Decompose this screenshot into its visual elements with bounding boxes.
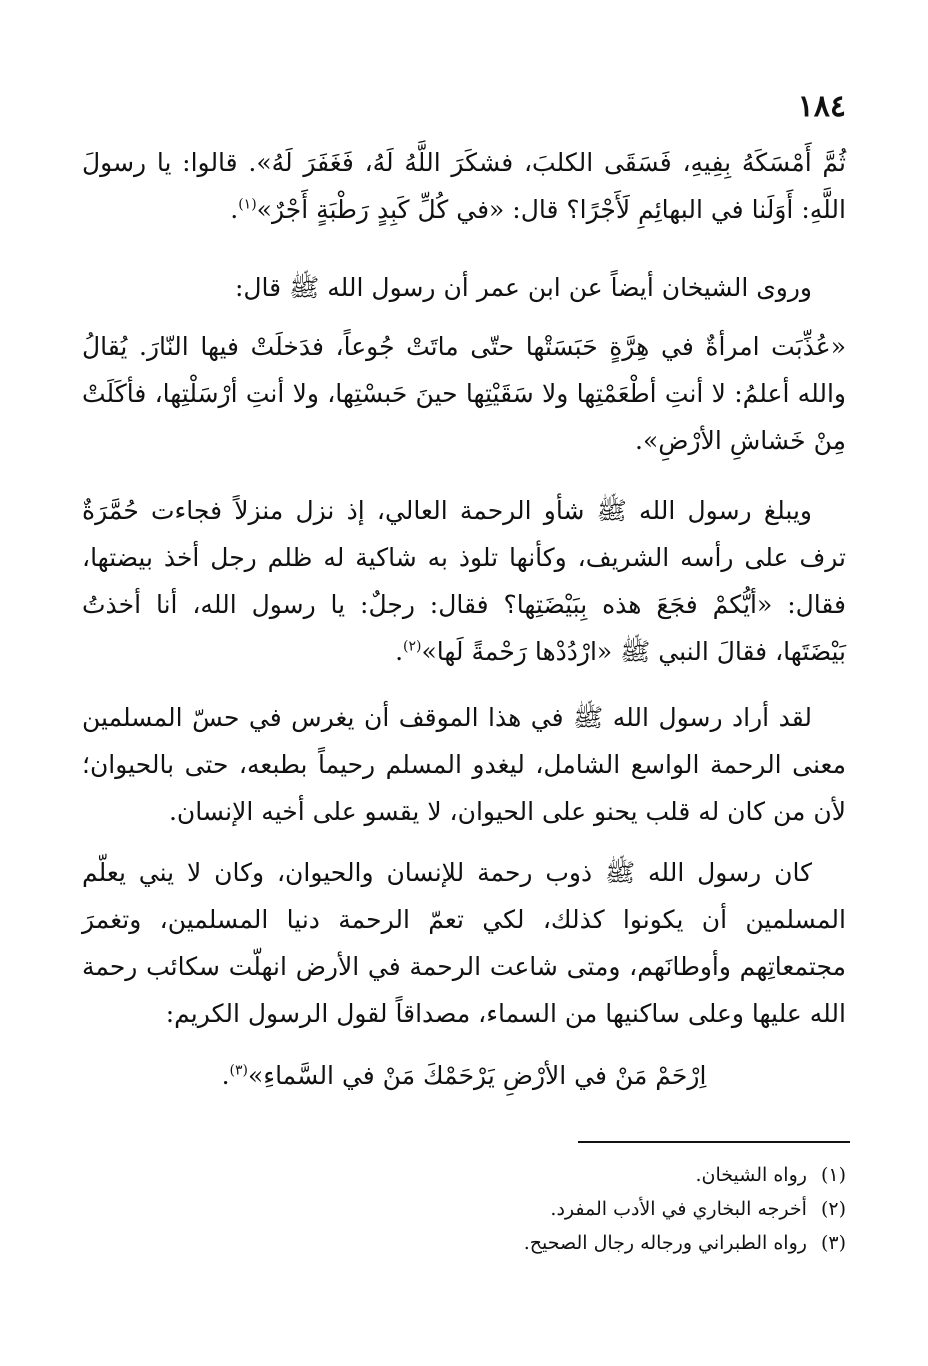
paragraph-end: .: [230, 195, 239, 224]
paragraph-end: .: [395, 637, 404, 666]
footnote-ref: (٢): [403, 638, 422, 655]
page-number: ١٨٤: [797, 89, 846, 124]
footnote-item: [82, 1158, 846, 1192]
paragraph-1: [82, 139, 846, 233]
footnotes: [82, 1158, 846, 1260]
footnote-number: (١): [820, 1164, 846, 1186]
paragraph-6: [82, 849, 846, 1037]
paragraph-text: ثُمَّ أَمْسَكَهُ بِفِيهِ، فَسَقَى الكلبَ، فشكَرَ اللَّهُ لَهُ، فَغَفَرَ لَهُ». قالوا: يا رسولَ اللَّهِ: أَوَلَنا في البهائِمِ لَأَجْرًا؟ قال: «في كُلِّ كَبِدٍ رَطْبَةٍ أَجْرٌ»: [82, 148, 846, 224]
footnote-ref: (٣): [229, 1062, 249, 1079]
paragraph-5: [82, 694, 846, 835]
paragraph-text: اِرْحَمْ مَنْ في الأرْضِ يَرْحَمْكَ مَنْ في السَّماءِ»: [248, 1061, 707, 1090]
footnote-item: [82, 1192, 846, 1226]
footnote-number: (٢): [820, 1198, 846, 1220]
paragraph-end: .: [221, 1061, 230, 1090]
paragraph-text: كان رسول الله ﷺ ذوب رحمة للإنسان والحيوان، وكان لا يني يعلّم المسلمين أن يكونوا كذلك، لكي تعمّ الرحمة دنيا المسلمين، وتغمرَ مجتمعاتِهم وأوطانَهم، ومتى شاعت الرحمة في الأرض انهلّت سكائب رحمة الله عليها وعلى ساكنيها من السماء، مصداقاً لقول الرسول الكريم:: [82, 858, 846, 1028]
paragraph-text: «عُذِّبَت امرأةٌ في هِرَّةٍ حَبَسَتْها حتّى ماتَتْ جُوعاً، فدَخلَتْ فيها النّارَ. يُقالُ والله أعلمُ: لا أنتِ أطْعَمْتِها ولا سَقَيْتِها حينَ حَبسْتِها، ولا أنتِ أرْسَلْتِها، فأكَلَتْ مِنْ خَشاشِ الأرْضِ».: [82, 332, 846, 455]
footnote-divider: [578, 1141, 850, 1143]
paragraph-text: لقد أراد رسول الله ﷺ في هذا الموقف أن يغرس في حسّ المسلمين معنى الرحمة الواسع الشامل، ليغدو المسلم رحيماً بطبعه، حتى بالحيوان؛ لأن من كان له قلب يحنو على الحيوان، لا يقسو على أخيه الإنسان.: [82, 703, 846, 826]
paragraph-text: وروى الشيخان أيضاً عن ابن عمر أن رسول الله ﷺ قال:: [234, 273, 812, 302]
footnote-text: رواه الطبراني ورجاله رجال الصحيح.: [523, 1232, 807, 1254]
footnote-ref: (١): [238, 196, 257, 213]
paragraph-3-hadith: [82, 323, 846, 464]
footnote-text: رواه الشيخان.: [695, 1164, 807, 1186]
footnote-text: أخرجه البخاري في الأدب المفرد.: [550, 1198, 807, 1220]
paragraph-2: [82, 264, 846, 311]
footnote-item: [82, 1226, 846, 1260]
paragraph-4: [82, 487, 846, 675]
footnote-number: (٣): [820, 1232, 846, 1254]
paragraph-7-hadith: [82, 1052, 846, 1099]
paragraph-text: ويبلغ رسول الله ﷺ شأو الرحمة العالي، إذ نزل منزلاً فجاءت حُمَّرَةٌ ترف على رأسه الشريف، وكأنها تلوذ به شاكية له ظلم رجل أخذ بيضتها، فقال: «أيُّكمْ فجَعَ هذه بِبَيْضَتِها؟ فقال: رجلٌ: يا رسول الله، أنا أخذتُ بَيْضَتَها، فقالَ النبي ﷺ «ارْدُدْها رَحْمةً لَها»: [82, 496, 846, 666]
